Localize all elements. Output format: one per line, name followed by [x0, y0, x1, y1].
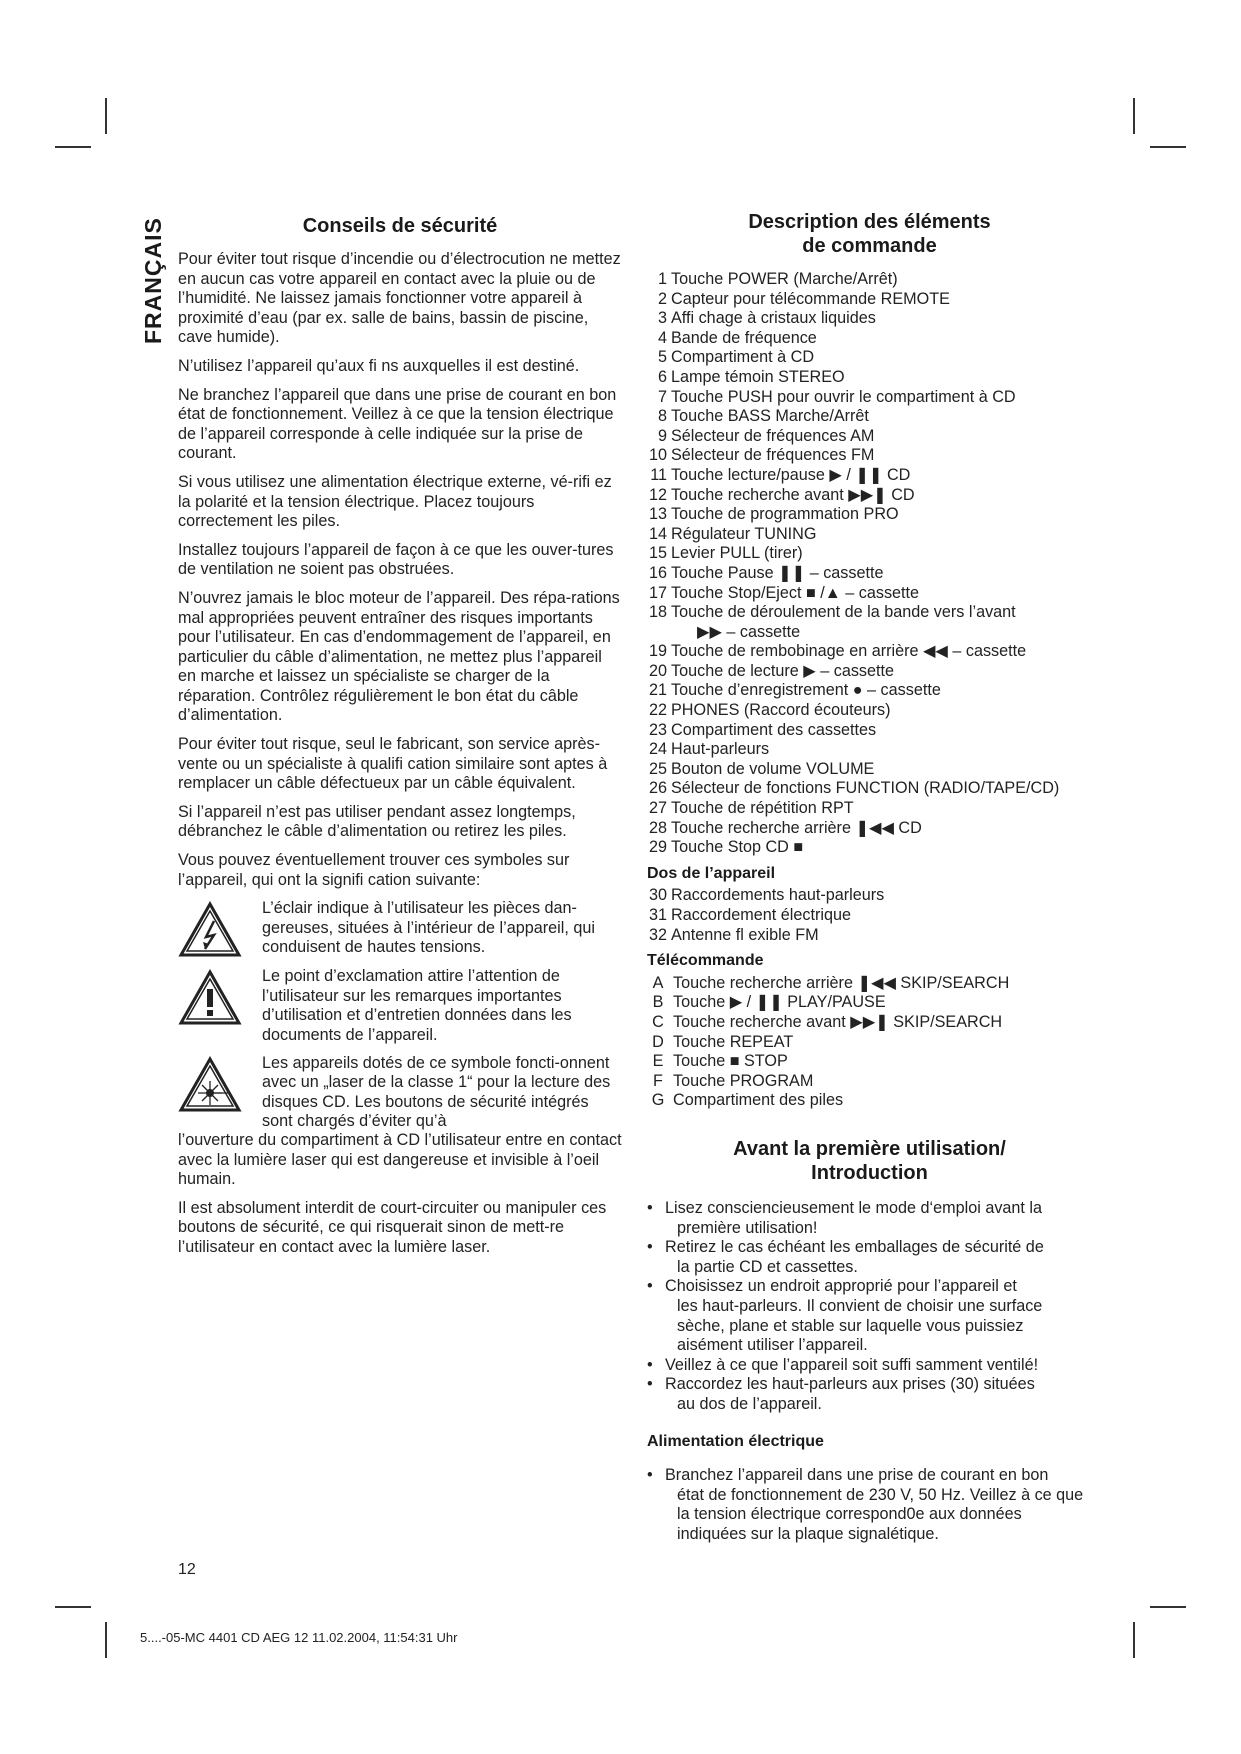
- item-text: Touche lecture/pause ▶ / ❚❚ CD: [671, 465, 911, 484]
- item-number: 1: [657, 270, 667, 288]
- item-number: 21: [648, 681, 667, 700]
- list-item: [647, 1033, 1092, 1053]
- page-number: 12: [178, 1561, 196, 1578]
- list-item: [647, 926, 1092, 946]
- intro-bullets: [647, 1199, 1092, 1415]
- list-item: [647, 348, 1092, 368]
- bullet-text: Raccordez les haut-parleurs aux prises (30) situées: [665, 1375, 1035, 1394]
- item-text: Compartiment à CD: [671, 348, 815, 367]
- safety-paragraph: Pour éviter tout risque d’incendie ou d’électrocution ne mettez en aucun cas votre appareil en contact avec la pluie ou de l’humidité. Ne laissez jamais fonctionner votre appareil à proximité d’eau (par ex. salle de bains, bassin de piscine, cave humide).: [178, 250, 621, 347]
- item-number: 4: [657, 328, 667, 347]
- list-item: [647, 779, 1092, 799]
- bullet-item: [647, 1199, 1092, 1238]
- item-number: 8: [657, 407, 667, 426]
- laser-description-continued: l’ouverture du compartiment à CD l’utilisateur entre en contact avec la lumière laser qui est dangereuse et invisible à l’oeil humain.: [178, 1130, 622, 1189]
- safety-column: [178, 210, 622, 1267]
- list-item: [647, 721, 1092, 741]
- language-label: FRANÇAIS: [140, 217, 166, 344]
- item-number: G: [651, 1091, 665, 1110]
- item-number: 10: [648, 446, 667, 465]
- item-text: Touche ■ STOP: [673, 1052, 788, 1071]
- item-text: Touche de lecture ▶ – cassette: [671, 661, 895, 680]
- lightning-symbol-row: [178, 899, 622, 959]
- list-item: [647, 544, 1092, 564]
- item-number: 5: [657, 348, 667, 367]
- safety-title: Conseils de sécurité: [302, 215, 498, 237]
- bullet-item: [647, 1375, 1092, 1414]
- safety-paragraph: Pour éviter tout risque, seul le fabricant, son service après-vente ou un spécialiste à qualifi cation similaire sont aptes à remplacer un câble défectueux par un câble équivalent.: [178, 735, 608, 793]
- list-item: [647, 505, 1092, 525]
- item-text: Touche recherche avant ▶▶❚ SKIP/SEARCH: [673, 1012, 1003, 1031]
- safety-paragraph: Vous pouvez éventuellement trouver ces symboles sur l’appareil, qui ont la signifi cation suivante:: [178, 851, 570, 889]
- item-text: Touche de rembobinage en arrière ◀◀ – cassette: [671, 642, 1027, 661]
- item-number: 32: [648, 925, 667, 944]
- item-number: 6: [657, 367, 667, 386]
- item-text: Raccordement électrique: [671, 906, 851, 924]
- controls-title-line: de commande: [802, 235, 937, 257]
- bullet-text: Choisissez un endroit approprié pour l’appareil et: [665, 1277, 1017, 1296]
- item-text: Touche PROGRAM: [673, 1071, 814, 1090]
- crop-mark: [1133, 98, 1135, 134]
- item-number: 20: [648, 661, 667, 680]
- item-number: A: [652, 973, 664, 992]
- lightning-description: L’éclair indique à l’utilisateur les pièces dan-gereuses, situées à l’intérieur de l’appareil, qui conduisent de hautes tensions.: [262, 899, 595, 957]
- controls-column: [647, 210, 1092, 1544]
- crop-mark: [55, 146, 91, 148]
- list-item: [647, 407, 1092, 427]
- crop-mark: [55, 1606, 91, 1608]
- list-item: [647, 270, 1092, 290]
- remote-section-title: Télécommande: [647, 952, 764, 970]
- list-item: [647, 603, 1092, 642]
- item-text: Touche Pause ❚❚ – cassette: [671, 563, 884, 582]
- item-text: Sélecteur de fonctions FUNCTION (RADIO/TAPE/CD): [671, 779, 1060, 798]
- list-item: [647, 584, 1092, 604]
- item-text: Touche ▶ / ❚❚ PLAY/PAUSE: [673, 993, 886, 1012]
- list-item: [647, 906, 1092, 926]
- item-number: 25: [648, 759, 667, 778]
- item-number: 19: [648, 642, 667, 661]
- item-number: 27: [648, 799, 667, 818]
- item-number: F: [653, 1071, 663, 1090]
- bullet-text-continued: au dos de l’appareil.: [677, 1394, 822, 1413]
- item-text: Touche recherche arrière ❚◀◀ CD: [671, 818, 922, 837]
- bullet-text: Lisez consciencieusement le mode d‘emploi avant la: [665, 1198, 1043, 1217]
- list-item: [647, 760, 1092, 780]
- item-text: Touche Stop CD ■: [671, 838, 804, 857]
- item-text: Compartiment des piles: [673, 1091, 844, 1110]
- exclamation-warning-icon: [178, 969, 242, 1027]
- safety-paragraph: Si l’appareil n’est pas utiliser pendant assez longtemps, débranchez le câble d’alimentation ou retirez les piles.: [178, 802, 576, 841]
- item-number: 23: [648, 720, 667, 739]
- item-number: 14: [648, 524, 667, 543]
- list-item: [647, 388, 1092, 408]
- crop-mark: [105, 98, 107, 134]
- list-item: [647, 993, 1092, 1013]
- list-item: [647, 838, 1092, 858]
- bullet-text: Retirez le cas échéant les emballages de sécurité de: [665, 1238, 1044, 1257]
- laser-symbol-row: [178, 1054, 622, 1132]
- item-number: 31: [648, 906, 667, 924]
- crop-mark: [105, 1622, 107, 1658]
- safety-paragraph: Si vous utilisez une alimentation électrique externe, vé-rifi ez la polarité et la tension électrique. Placez toujours correctement les piles.: [178, 472, 612, 531]
- item-text: Touche d’enregistrement ● – cassette: [671, 681, 941, 700]
- item-text: Touche recherche avant ▶▶❚ CD: [671, 485, 915, 504]
- list-item: [647, 886, 1092, 906]
- item-number: 29: [648, 838, 667, 857]
- item-text: Touche POWER (Marche/Arrêt): [671, 270, 898, 288]
- list-item: [647, 974, 1092, 994]
- list-item: [647, 290, 1092, 310]
- item-text: Régulateur TUNING: [671, 524, 817, 543]
- list-item: [647, 662, 1092, 682]
- safety-paragraph: Installez toujours l’appareil de façon à ce que les ouver-tures de ventilation ne soient pas obstruées.: [178, 540, 614, 579]
- list-item: [647, 799, 1092, 819]
- controls-title-line: Description des éléments: [748, 211, 991, 233]
- list-item: [647, 1052, 1092, 1072]
- controls-title: [647, 210, 1092, 258]
- item-text: Lampe témoin STEREO: [671, 367, 845, 386]
- safety-paragraph: N’utilisez l’appareil qu’aux fi ns auxquelles il est destiné.: [178, 356, 580, 375]
- list-item: [647, 681, 1092, 701]
- item-number: 26: [648, 779, 667, 798]
- item-number: 11: [650, 465, 667, 484]
- exclamation-description: Le point d’exclamation attire l’attention de l’utilisateur sur les remarques importantes d’utilisation et d’entretien données dans les documents de l’appareil.: [262, 967, 572, 1044]
- remote-list: [647, 974, 1092, 1111]
- item-text: Touche Stop/Eject ■ /▲ – cassette: [671, 583, 920, 602]
- list-item: [647, 486, 1092, 506]
- bullet-text: Veillez à ce que l’appareil soit suffi samment ventilé!: [665, 1355, 1039, 1374]
- laser-warning-icon: [178, 1056, 242, 1114]
- item-number: 16: [648, 563, 667, 582]
- item-text: PHONES (Raccord écouteurs): [671, 701, 891, 720]
- item-text: Bouton de volume VOLUME: [671, 759, 875, 778]
- item-number: B: [652, 993, 664, 1012]
- crop-mark: [1150, 1606, 1186, 1608]
- item-text: Touche de programmation PRO: [671, 505, 899, 524]
- bullet-item: [647, 1238, 1092, 1277]
- item-number: 17: [648, 583, 667, 602]
- list-item: [647, 1091, 1092, 1111]
- list-item: [647, 446, 1092, 466]
- item-text: Touche REPEAT: [673, 1032, 794, 1051]
- list-item: [647, 368, 1092, 388]
- item-number: 22: [648, 701, 667, 720]
- item-number: 2: [657, 289, 667, 308]
- item-text: Compartiment des cassettes: [671, 720, 877, 739]
- item-number: C: [652, 1012, 664, 1031]
- item-number: 18: [648, 603, 667, 622]
- item-text: Antenne fl exible FM: [671, 925, 819, 944]
- intro-title-line: Avant la première utilisation/: [733, 1137, 1006, 1160]
- laser-description: Les appareils dotés de ce symbole foncti-onnent avec un „laser de la classe 1“ pour la lecture des disques CD. Les boutons de sécurité intégrés sont chargés d’éviter qu’à: [262, 1053, 611, 1131]
- bullet-text-continued: première utilisation!: [677, 1218, 818, 1237]
- item-text: Affi chage à cristaux liquides: [671, 309, 876, 328]
- list-item: [647, 642, 1092, 662]
- item-number: 3: [657, 309, 667, 328]
- exclamation-symbol-row: [178, 967, 622, 1045]
- safety-paragraph: Ne branchez l’appareil que dans une prise de courant en bon état de fonctionnement. Veillez à ce que la tension électrique de l’appareil corresponde à celle indiquée sur la prise de courant.: [178, 385, 617, 463]
- list-item: [647, 740, 1092, 760]
- item-number: 15: [648, 544, 667, 563]
- item-number: 13: [648, 505, 667, 524]
- back-section-title: Dos de l’appareil: [647, 864, 776, 882]
- list-item: [647, 427, 1092, 447]
- bullet-item: [647, 1356, 1092, 1376]
- item-number: 30: [648, 886, 667, 905]
- back-list: [647, 886, 1092, 945]
- item-number: 28: [648, 818, 667, 837]
- item-text-continued: ▶▶ – cassette: [697, 622, 801, 641]
- list-item: [647, 564, 1092, 584]
- power-section-title: Alimentation électrique: [647, 1433, 824, 1451]
- bullet-text-continued: les haut-parleurs. Il convient de choisir une surface sèche, plane et stable sur laquelle vous puissiez aisément utiliser l’appareil.: [677, 1296, 1043, 1355]
- safety-paragraph: Il est absolument interdit de court-circuiter ou manipuler ces boutons de sécurité, ce qui risquerait sinon de mett-re l’utilisateur en contact avec la lumière laser.: [178, 1198, 607, 1256]
- item-text: Levier PULL (tirer): [671, 544, 803, 563]
- bullet-text-continued: état de fonctionnement de 230 V, 50 Hz. Veillez à ce que la tension électrique correspond0e aux données indiquées sur la plaque signalétique.: [677, 1485, 1084, 1543]
- item-text: Bande de fréquence: [671, 328, 817, 347]
- bullet-text: Branchez l’appareil dans une prise de courant en bon: [665, 1466, 1049, 1485]
- item-number: 9: [657, 426, 667, 445]
- item-text: Raccordements haut-parleurs: [671, 886, 885, 905]
- crop-mark: [1150, 146, 1186, 148]
- item-text: Touche de répétition RPT: [671, 799, 854, 818]
- item-text: Touche PUSH pour ouvrir le compartiment à CD: [671, 387, 1016, 406]
- safety-paragraph: N’ouvrez jamais le bloc moteur de l’appareil. Des répa-rations mal appropriées peuvent entraîner des risques importants pour l’utilisateur. En cas d’endommagement de l’appareil, en particulier du câble d’alimentation, ne mettez plus l’appareil en marche et laissez un spécialiste se charger de la réparation. Contrôlez régulièrement le bon état du câble d’alimentation.: [178, 588, 620, 725]
- list-item: [647, 701, 1092, 721]
- power-bullets: [647, 1466, 1092, 1544]
- crop-mark: [1133, 1622, 1135, 1658]
- item-number: E: [652, 1052, 664, 1071]
- item-number: D: [652, 1032, 664, 1051]
- bullet-item: [647, 1466, 1092, 1544]
- item-text: Capteur pour télécommande REMOTE: [671, 289, 950, 308]
- item-number: 12: [648, 485, 667, 504]
- list-item: [647, 309, 1092, 329]
- item-number: 24: [648, 740, 667, 759]
- intro-title: [647, 1137, 1092, 1185]
- list-item: [647, 1013, 1092, 1033]
- item-text: Sélecteur de fréquences FM: [671, 446, 875, 465]
- list-item: [647, 466, 1092, 486]
- list-item: [647, 1072, 1092, 1092]
- list-item: [647, 819, 1092, 839]
- print-footer: 5....-05-MC 4401 CD AEG 12 11.02.2004, 11:54:31 Uhr: [140, 1630, 458, 1645]
- list-item: [647, 525, 1092, 545]
- item-text: Touche recherche arrière ❚◀◀ SKIP/SEARCH: [673, 973, 1010, 992]
- item-text: Touche de déroulement de la bande vers l’avant: [671, 603, 1016, 622]
- item-text: Touche BASS Marche/Arrêt: [671, 407, 869, 426]
- list-item: [647, 329, 1092, 349]
- high-voltage-warning-icon: [178, 901, 242, 959]
- bullet-text-continued: la partie CD et cassettes.: [677, 1257, 858, 1276]
- bullet-item: [647, 1277, 1092, 1355]
- item-text: Haut-parleurs: [671, 740, 770, 759]
- item-text: Sélecteur de fréquences AM: [671, 426, 875, 445]
- intro-title-line: Introduction: [811, 1161, 928, 1184]
- controls-list: [647, 270, 1092, 858]
- item-number: 7: [657, 387, 667, 406]
